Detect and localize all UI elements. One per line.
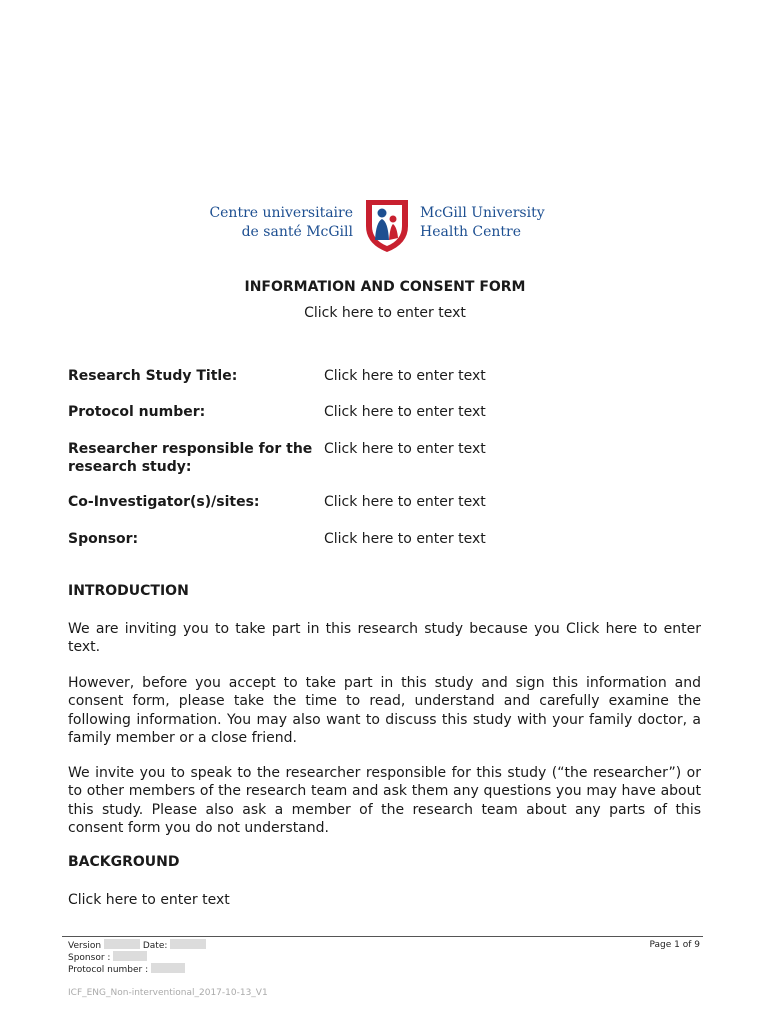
protocol-blank-field[interactable] xyxy=(151,963,185,973)
co-investigators-label: Co-Investigator(s)/sites: xyxy=(68,494,260,510)
footer-protocol-label: Protocol number : xyxy=(68,965,149,975)
study-title-field[interactable]: Click here to enter text xyxy=(324,368,486,384)
introduction-paragraph-1: We are inviting you to take part in this research study because you Click here to enter text. xyxy=(68,621,701,656)
logo-english-name: McGill University Health Centre xyxy=(420,205,545,240)
footer-divider xyxy=(62,936,703,937)
date-blank-field[interactable] xyxy=(170,939,206,949)
footer-version-label: Version xyxy=(68,941,102,951)
sponsor-label: Sponsor: xyxy=(68,531,139,547)
researcher-responsible-label: Researcher responsible for the research study: xyxy=(68,441,313,475)
protocol-number-field[interactable]: Click here to enter text xyxy=(324,404,486,420)
page-number: Page 1 of 9 xyxy=(649,940,700,950)
sponsor-blank-field[interactable] xyxy=(113,951,147,961)
footer-date-label: Date: xyxy=(142,941,168,951)
researcher-responsible-field[interactable]: Click here to enter text xyxy=(324,441,486,457)
co-investigators-field[interactable]: Click here to enter text xyxy=(324,494,486,510)
protocol-number-label: Protocol number: xyxy=(68,404,206,420)
version-blank-field[interactable] xyxy=(104,939,140,949)
study-title-label: Research Study Title: xyxy=(68,368,238,384)
introduction-heading: INTRODUCTION xyxy=(68,583,189,599)
document-id: ICF_ENG_Non-interventional_2017-10-13_V1 xyxy=(68,988,268,998)
muhc-shield-icon xyxy=(363,196,411,254)
mcgill-logo xyxy=(0,196,770,256)
background-heading: BACKGROUND xyxy=(68,854,180,870)
background-text-field[interactable]: Click here to enter text xyxy=(68,892,230,908)
footer-protocol-line xyxy=(68,963,185,976)
logo-french-name: Centre universitaire de santé McGill xyxy=(209,205,353,240)
sponsor-field[interactable]: Click here to enter text xyxy=(324,531,486,547)
form-title: INFORMATION AND CONSENT FORM xyxy=(244,279,526,295)
introduction-paragraph-2: However, before you accept to take part in this study and sign this information and consent form, please take the time to read, understand and carefully examine the following information. You may also want to discuss this study with your family doctor, a family member or a close friend. xyxy=(68,675,701,746)
form-subtitle-field[interactable]: Click here to enter text xyxy=(304,305,466,321)
footer-sponsor-label: Sponsor : xyxy=(68,953,111,963)
introduction-paragraph-3: We invite you to speak to the researcher responsible for this study (“the researcher”) or to other members of the research team and ask them any questions you may have about this study. Please also ask a member of the research team about any parts of this consent form you do not understand. xyxy=(68,765,701,836)
